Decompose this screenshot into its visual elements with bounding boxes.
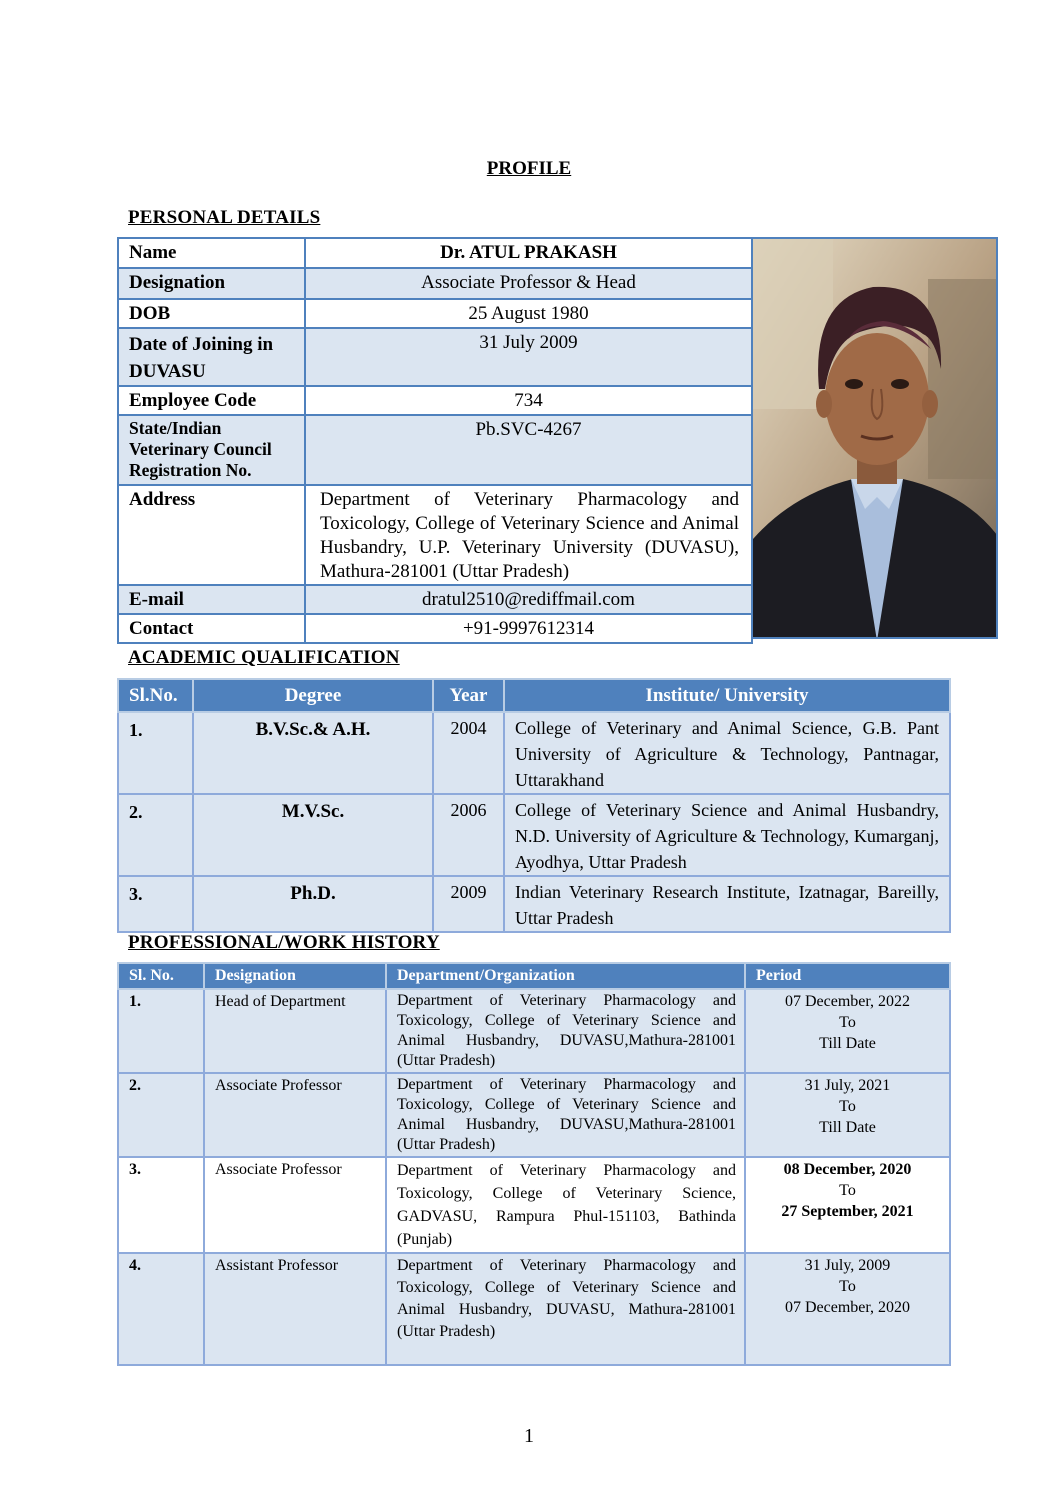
joining-date-value: 31 July 2009 bbox=[305, 328, 752, 386]
degree: M.V.Sc. bbox=[193, 794, 433, 876]
institute: College of Veterinary and Animal Science, G.B. Pant University of Agriculture & Technology, Pantnagar, Uttarakhand bbox=[504, 712, 950, 794]
department: Department of Veterinary Pharmacology and Toxicology, College of Veterinary Science and Animal Husbandry, DUVASU,Mathura-281001 (Uttar Pradesh) bbox=[386, 989, 745, 1073]
table-row bbox=[118, 1157, 950, 1253]
designation-label: Designation bbox=[118, 268, 305, 299]
contact-label: Contact bbox=[118, 614, 305, 643]
registration-label: State/Indian Veterinary Council Registration No. bbox=[118, 415, 305, 485]
period-from: 31 July, 2009 bbox=[804, 1257, 891, 1274]
period-to-word: To bbox=[839, 1182, 856, 1199]
designation: Head of Department bbox=[204, 989, 386, 1073]
institute: College of Veterinary Science and Animal Husbandry, N.D. University of Agriculture & Technology, Kumarganj, Ayodhya, Uttar Pradesh bbox=[504, 794, 950, 876]
serial-number: 1. bbox=[118, 989, 204, 1073]
employee-code-label: Employee Code bbox=[118, 386, 305, 415]
personal-details-heading: PERSONAL DETAILS bbox=[128, 207, 321, 228]
period bbox=[745, 1073, 950, 1157]
name-value: Dr. ATUL PRAKASH bbox=[305, 238, 752, 268]
column-header: Institute/ University bbox=[504, 679, 950, 712]
serial-number: 3. bbox=[118, 1157, 204, 1253]
academic-table bbox=[117, 678, 951, 933]
serial-number: 2. bbox=[118, 1073, 204, 1157]
table-row bbox=[118, 386, 752, 415]
period bbox=[745, 1157, 950, 1253]
period-from: 08 December, 2020 bbox=[783, 1161, 912, 1178]
period bbox=[745, 1253, 950, 1365]
column-header: Sl. No. bbox=[118, 963, 204, 989]
serial-number: 1. bbox=[118, 712, 193, 794]
contact-value: +91-9997612314 bbox=[305, 614, 752, 643]
column-header: Year bbox=[433, 679, 504, 712]
address-label: Address bbox=[118, 485, 305, 585]
degree: Ph.D. bbox=[193, 876, 433, 932]
period-to-word: To bbox=[839, 1014, 856, 1031]
period-until: 27 September, 2021 bbox=[781, 1203, 914, 1220]
table-row bbox=[118, 299, 752, 328]
period-to-word: To bbox=[839, 1098, 856, 1115]
designation: Associate Professor bbox=[204, 1157, 386, 1253]
year: 2006 bbox=[433, 794, 504, 876]
year: 2009 bbox=[433, 876, 504, 932]
institute: Indian Veterinary Research Institute, Izatnagar, Bareilly, Uttar Pradesh bbox=[504, 876, 950, 932]
work-history-table bbox=[117, 962, 951, 1366]
profile-photo bbox=[751, 237, 998, 639]
designation: Associate Professor bbox=[204, 1073, 386, 1157]
period-to-word: To bbox=[839, 1278, 856, 1295]
period-until: Till Date bbox=[819, 1119, 876, 1136]
department: Department of Veterinary Pharmacology and Toxicology, College of Veterinary Science and Animal Husbandry, DUVASU, Mathura-281001 (Uttar Pradesh) bbox=[386, 1253, 745, 1365]
table-row bbox=[118, 485, 752, 585]
email-value: dratul2510@rediffmail.com bbox=[305, 585, 752, 614]
table-row bbox=[118, 238, 752, 268]
degree: B.V.Sc.& A.H. bbox=[193, 712, 433, 794]
department: Department of Veterinary Pharmacology and Toxicology, College of Veterinary Science, GADVASU, Rampura Phul-151103, Bathinda (Punjab) bbox=[386, 1157, 745, 1253]
serial-number: 3. bbox=[118, 876, 193, 932]
table-row bbox=[118, 268, 752, 299]
table-row bbox=[118, 1253, 950, 1365]
table-row bbox=[118, 585, 752, 614]
dob-value: 25 August 1980 bbox=[305, 299, 752, 328]
table-row bbox=[118, 415, 752, 485]
designation-value: Associate Professor & Head bbox=[305, 268, 752, 299]
dob-label: DOB bbox=[118, 299, 305, 328]
department: Department of Veterinary Pharmacology and Toxicology, College of Veterinary Science and Animal Husbandry, DUVASU,Mathura-281001 (Uttar Pradesh) bbox=[386, 1073, 745, 1157]
year: 2004 bbox=[433, 712, 504, 794]
name-label: Name bbox=[118, 238, 305, 268]
page-number: 1 bbox=[524, 1425, 534, 1447]
page-title: PROFILE bbox=[486, 158, 572, 179]
serial-number: 4. bbox=[118, 1253, 204, 1365]
column-header: Degree bbox=[193, 679, 433, 712]
column-header: Designation bbox=[204, 963, 386, 989]
personal-details-table bbox=[117, 237, 753, 644]
period-until: Till Date bbox=[819, 1035, 876, 1052]
table-row bbox=[118, 712, 950, 794]
period bbox=[745, 989, 950, 1073]
table-row bbox=[118, 328, 752, 386]
table-header-row bbox=[118, 679, 950, 712]
table-row bbox=[118, 876, 950, 932]
column-header: Period bbox=[745, 963, 950, 989]
email-label: E-mail bbox=[118, 585, 305, 614]
table-row bbox=[118, 989, 950, 1073]
period-from: 07 December, 2022 bbox=[784, 993, 911, 1010]
period-until: 07 December, 2020 bbox=[784, 1299, 911, 1316]
table-row bbox=[118, 1073, 950, 1157]
table-row bbox=[118, 794, 950, 876]
table-header-row bbox=[118, 963, 950, 989]
column-header: Department/Organization bbox=[386, 963, 745, 989]
registration-value: Pb.SVC-4267 bbox=[305, 415, 752, 485]
column-header: Sl.No. bbox=[118, 679, 193, 712]
academic-heading: ACADEMIC QUALIFICATION bbox=[128, 647, 400, 668]
person-portrait-icon bbox=[753, 239, 998, 639]
employee-code-value: 734 bbox=[305, 386, 752, 415]
joining-date-label: Date of Joining in DUVASU bbox=[118, 328, 305, 386]
table-row bbox=[118, 614, 752, 643]
serial-number: 2. bbox=[118, 794, 193, 876]
designation: Assistant Professor bbox=[204, 1253, 386, 1365]
address-value: Department of Veterinary Pharmacology and Toxicology, College of Veterinary Science and Animal Husbandry, U.P. Veterinary University (DUVASU), Mathura-281001 (Uttar Pradesh) bbox=[305, 485, 752, 585]
period-from: 31 July, 2021 bbox=[804, 1077, 891, 1094]
work-history-heading: PROFESSIONAL/WORK HISTORY bbox=[128, 932, 440, 953]
